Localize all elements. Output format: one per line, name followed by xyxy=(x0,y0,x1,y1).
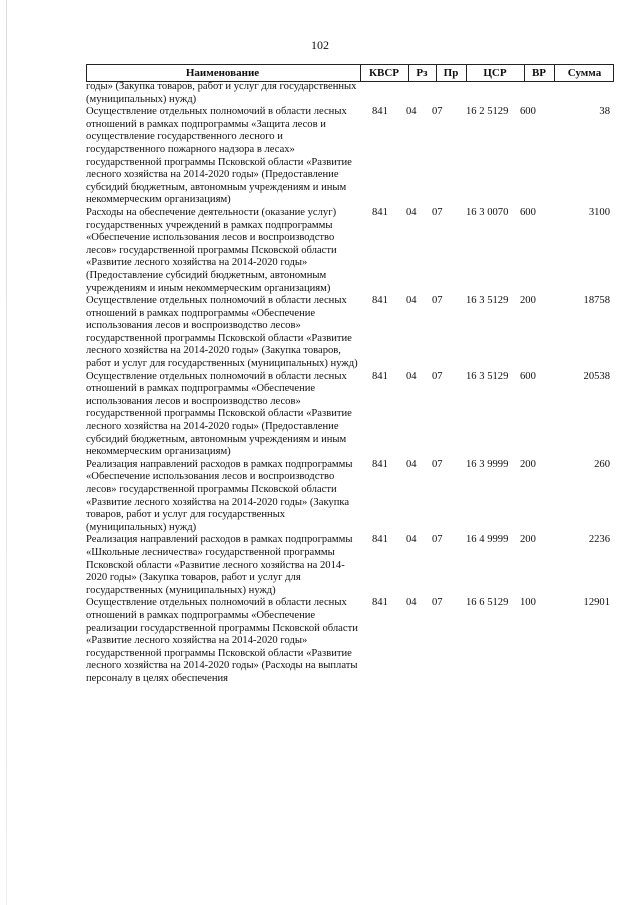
row-rz: 04 xyxy=(406,597,417,609)
row-csr: 16 3 9999 xyxy=(466,458,509,470)
row-vr: 600 xyxy=(520,370,536,382)
row-kvsr: 841 xyxy=(372,295,388,307)
table-row xyxy=(86,534,614,597)
header-border-right xyxy=(613,65,614,81)
row-pr: 07 xyxy=(432,106,443,118)
row-pr: 07 xyxy=(432,458,443,470)
table-row xyxy=(86,597,614,685)
row-rz: 04 xyxy=(406,534,417,546)
table-body xyxy=(86,81,614,686)
row-csr: 16 2 5129 xyxy=(466,106,509,118)
row-kvsr: 841 xyxy=(372,206,388,218)
row-rz: 04 xyxy=(406,206,417,218)
row-csr: 16 3 5129 xyxy=(466,295,509,307)
row-name: Осуществление отдельных полномочий в области лесных отношений в рамках подпрограммы «Защита лесов и осуществление государственного лесного и государственного пожарного надзора в лесах» государственной программы Псковской области «Развитие лесного хозяйства на 2014-2020 годы» (Предоставление субсидий бюджетным, автономным учреждениям и иным некоммерческим организациям) xyxy=(86,106,352,206)
row-rz: 04 xyxy=(406,106,417,118)
table-row xyxy=(86,106,614,207)
row-rz: 04 xyxy=(406,295,417,307)
row-sum: 38 xyxy=(599,106,610,118)
table-row xyxy=(86,207,614,295)
row-pr: 07 xyxy=(432,597,443,609)
table-row xyxy=(86,459,614,535)
header-csr: ЦСР xyxy=(483,67,507,79)
row-vr: 200 xyxy=(520,295,536,307)
row-csr: 16 3 0070 xyxy=(466,206,509,218)
row-name: Осуществление отдельных полномочий в области лесных отношений в рамках подпрограммы «Обеспечение реализации государственной программы Псковской области «Развитие лесного хозяйства на 2014-2020 годы» государственной программы Псковской области «Развитие лесного хозяйства на 2014-2020 годы» (Расходы на выплаты персоналу в целях обеспечения xyxy=(86,597,358,684)
header-kvsr: КВСР xyxy=(369,67,399,79)
row-kvsr: 841 xyxy=(372,458,388,470)
row-name: годы» (Закупка товаров, работ и услуг для государственных (муниципальных) нужд) xyxy=(86,81,357,105)
header-sum: Сумма xyxy=(567,67,602,79)
row-csr: 16 4 9999 xyxy=(466,534,509,546)
row-pr: 07 xyxy=(432,295,443,307)
row-name: Осуществление отдельных полномочий в области лесных отношений в рамках подпрограммы «Обеспечение использования лесов и воспроизводство лесов» государственной программы Псковской области «Развитие лесного хозяйства на 2014-2020 годы» (Предоставление субсидий бюджетным, автономным учреждениям и иным некоммерческим организациям) xyxy=(86,370,352,458)
table-row xyxy=(86,371,614,459)
table-row xyxy=(86,295,614,371)
table-row xyxy=(86,81,614,106)
row-name: Реализация направлений расходов в рамках подпрограммы «Обеспечение использования лесов и воспроизводство лесов» государственной программы Псковской области «Развитие лесного хозяйства на 2014-2020 годы» (Закупка товаров, работ и услуг для государственных (муниципальных) нужд) xyxy=(86,458,353,533)
row-kvsr: 841 xyxy=(372,597,388,609)
row-sum: 20538 xyxy=(583,370,610,382)
row-sum: 18758 xyxy=(583,295,610,307)
row-vr: 600 xyxy=(520,106,536,118)
header-border-left xyxy=(86,65,87,81)
row-name: Расходы на обеспечение деятельности (оказание услуг) государственных учреждений в рамках подпрограммы «Обеспечение использования лесов и воспроизводство лесов» государственной программы Псковской области «Развитие лесного хозяйства на 2014-2020 годы» (Предоставление субсидий бюджетным, автономным учреждениям и иным некоммерческим организациям) xyxy=(86,206,337,294)
row-sum: 260 xyxy=(594,458,610,470)
row-kvsr: 841 xyxy=(372,106,388,118)
row-kvsr: 841 xyxy=(372,370,388,382)
header-vr: ВР xyxy=(531,67,547,79)
row-kvsr: 841 xyxy=(372,534,388,546)
table-header xyxy=(86,64,614,82)
row-pr: 07 xyxy=(432,206,443,218)
row-csr: 16 6 5129 xyxy=(466,597,509,609)
row-vr: 600 xyxy=(520,206,536,218)
row-rz: 04 xyxy=(406,458,417,470)
row-sum: 2236 xyxy=(588,534,610,546)
row-csr: 16 3 5129 xyxy=(466,370,509,382)
scan-edge xyxy=(6,0,7,905)
row-sum: 12901 xyxy=(583,597,610,609)
row-name: Осуществление отдельных полномочий в области лесных отношений в рамках подпрограммы «Обеспечение использования лесов и воспроизводство лесов» государственной программы Псковской области «Развитие лесного хозяйства на 2014-2020 годы» (Закупка товаров, работ и услуг для государственных (муниципальных) нужд) xyxy=(86,295,358,370)
row-pr: 07 xyxy=(432,370,443,382)
header-pr: Пр xyxy=(443,67,459,79)
row-vr: 200 xyxy=(520,534,536,546)
row-pr: 07 xyxy=(432,534,443,546)
page-number: 102 xyxy=(311,38,329,52)
row-sum: 3100 xyxy=(588,206,610,218)
row-vr: 100 xyxy=(520,597,536,609)
header-name: Наименование xyxy=(185,67,260,79)
header-rz: Рз xyxy=(416,67,428,79)
row-rz: 04 xyxy=(406,370,417,382)
row-name: Реализация направлений расходов в рамках подпрограммы «Школьные лесничества» государственной программы Псковской области «Развитие лесного хозяйства на 2014-2020 годы» (Закупка товаров, работ и услуг для государственных (муниципальных) нужд) xyxy=(86,534,353,596)
row-vr: 200 xyxy=(520,458,536,470)
